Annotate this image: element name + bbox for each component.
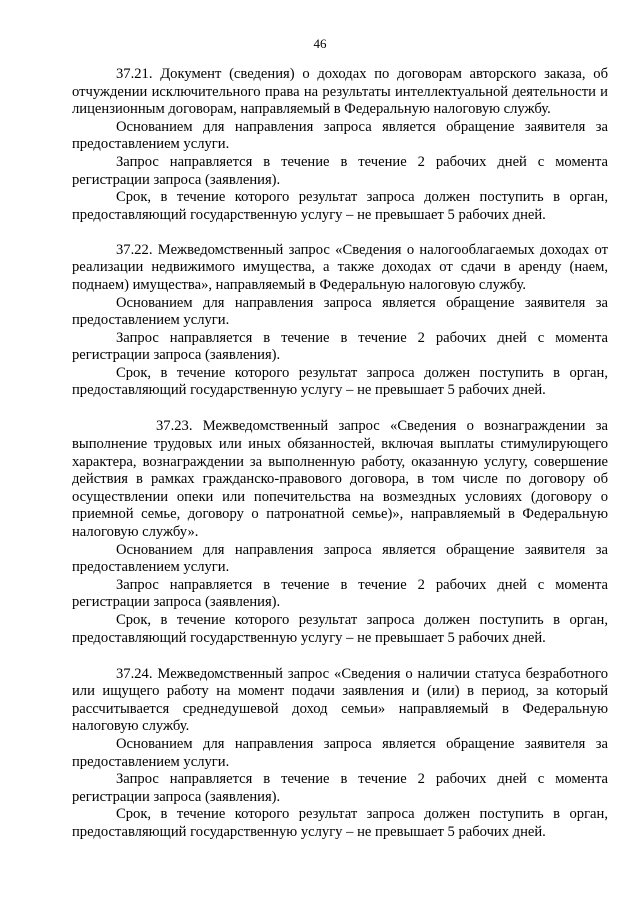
section-basis: Основанием для направления запроса является обращение заявителя за предоставлением услуги. — [72, 294, 608, 329]
section-result-deadline: Срок, в течение которого результат запроса должен поступить в орган, предоставляющий государственную услугу – не превышает 5 рабочих дней. — [72, 612, 608, 646]
section-37-23 — [72, 418, 608, 647]
section-37-21 — [72, 66, 608, 224]
section-request-time: Запрос направляется в течение в течение 2 рабочих дней с момента регистрации запроса (заявления). — [72, 153, 608, 188]
section-37-22 — [72, 242, 608, 400]
section-request-time: Запрос направляется в течение в течение 2 рабочих дней с момента регистрации запроса (заявления). — [72, 329, 608, 364]
section-37-24 — [72, 666, 608, 842]
page-number: 46 — [313, 36, 327, 51]
section-result-deadline: Срок, в течение которого результат запроса должен поступить в орган, предоставляющий государственную услугу – не превышает 5 рабочих дней. — [72, 189, 608, 223]
section-heading: 37.23. Межведомственный запрос «Сведения о вознаграждении за выполнение трудовых или иных обязанностей, включая выплаты стимулирующего характера, вознаграждении за выполненную работу, оказанную услугу, совершение действия в рамках гражданско-правового договора, в том числе по договору об осуществлении опеки или попечительства на возмездных условиях (договору о приемной семье, договору о патронатной семье)», направляемый в Федеральную налоговую службу». — [72, 418, 608, 541]
section-result-deadline: Срок, в течение которого результат запроса должен поступить в орган, предоставляющий государственную услугу – не превышает 5 рабочих дней. — [72, 806, 608, 840]
section-result-deadline: Срок, в течение которого результат запроса должен поступить в орган, предоставляющий государственную услугу – не превышает 5 рабочих дней. — [72, 364, 608, 399]
section-basis: Основанием для направления запроса является обращение заявителя за предоставлением услуги. — [72, 118, 608, 153]
section-request-time: Запрос направляется в течение в течение 2 рабочих дней с момента регистрации запроса (заявления). — [72, 771, 608, 805]
section-basis: Основанием для направления запроса является обращение заявителя за предоставлением услуги. — [72, 735, 608, 770]
section-heading: 37.22. Межведомственный запрос «Сведения о налогооблагаемых доходах от реализации недвижимого имущества, а также доходах от сдачи в аренду (наем, поднаем) имущества», направляемый в Федеральную налоговую службу. — [72, 241, 608, 293]
section-heading: 37.24. Межведомственный запрос «Сведения о наличии статуса безработного или ищущего работу на момент подачи заявления и (или) в период, за который рассчитывается среднедушевой доход семьи» направляемый в Федеральную налоговую службу. — [72, 665, 608, 735]
document-body — [72, 66, 608, 842]
section-heading: 37.21. Документ (сведения) о доходах по договорам авторского заказа, об отчуждении исключительного права на результаты интеллектуальной деятельности и лицензионным договорам, направляемый в Федеральную налоговую службу. — [72, 66, 608, 118]
section-basis: Основанием для направления запроса является обращение заявителя за предоставлением услуги. — [72, 541, 608, 576]
section-request-time: Запрос направляется в течение в течение 2 рабочих дней с момента регистрации запроса (заявления). — [72, 576, 608, 611]
